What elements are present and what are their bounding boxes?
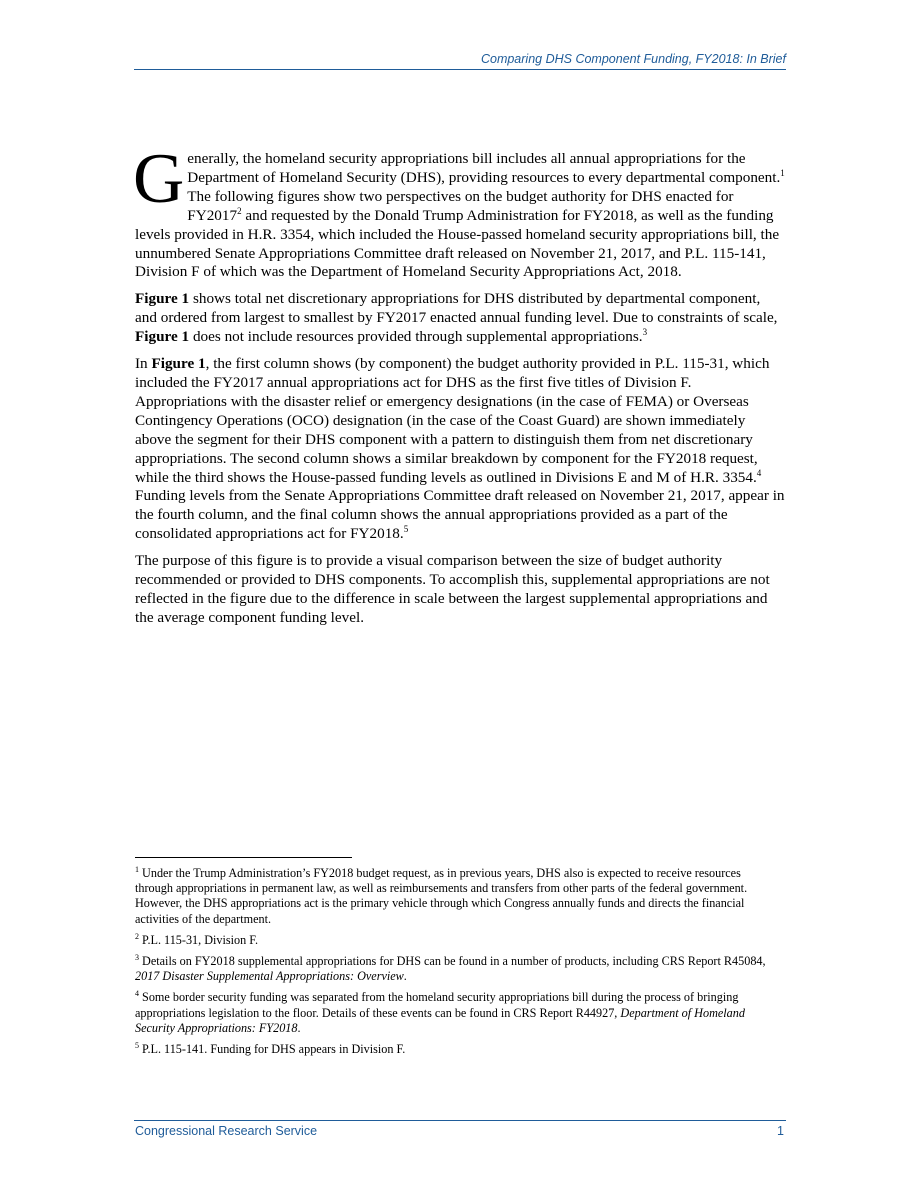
drop-cap: G — [133, 140, 185, 218]
footnote-number: 3 — [135, 952, 139, 962]
footnote-text: Under the Trump Administration’s FY2018 budget request, as in previous years, DHS also is expected to receive resources through appropriations in permanent law, as well as reimbursements and transfers from other parts of the federal government. However, the DHS appropriations act is the primary vehicle through which Congress annually funds and directs the financial activities of the department. — [135, 866, 748, 926]
intro-text-1: enerally, the homeland security appropriations bill includes all annual appropriations for the Department of Homeland Security (DHS), providing resources to every departmental component. — [187, 150, 781, 186]
footnote-4 — [135, 990, 775, 1036]
intro-text-3: and requested by the Donald Trump Administration for FY2018, as well as the funding levels provided in H.R. 3354, which included the House-passed homeland security appropriations bill, the unnumbered Senate Appropriations Committee draft released on November 21, 2017, and P.L. 115-141, Division F of which was the Department of Homeland Security Appropriations Act, 2018. — [135, 206, 780, 281]
running-header: Comparing DHS Component Funding, FY2018: In Brief — [480, 52, 786, 66]
footnote-5 — [135, 1042, 775, 1057]
paragraph-text: does not include resources provided through supplemental appropriations. — [189, 328, 643, 346]
footnote-ref-1[interactable]: 1 — [780, 167, 785, 178]
report-title: 2017 Disaster Supplemental Appropriations: Overview — [135, 969, 404, 984]
footnote-ref-5[interactable]: 5 — [403, 524, 409, 535]
figure-ref: Figure 1 — [151, 355, 206, 373]
page-number: 1 — [777, 1124, 784, 1138]
figure-ref: Figure 1 — [135, 328, 190, 346]
footnote-number: 5 — [135, 1040, 139, 1050]
paragraph-figure-overview — [135, 290, 785, 347]
report-title: Department of Homeland Security Appropriations: FY2018 — [135, 1005, 745, 1035]
footnote-tail: . — [403, 969, 407, 984]
footnote-number: 2 — [135, 931, 139, 941]
footnote-number: 1 — [135, 864, 139, 874]
body-text — [133, 140, 785, 636]
paragraph-text: shows total net discretionary appropriations for DHS distributed by departmental component, and ordered from largest to smallest by FY2017 enacted annual funding level. Due to constraints of scale, — [135, 290, 778, 327]
paragraph-text: Funding levels from the Senate Appropriations Committee draft released on November 21, 2017, appear in the fourth column, and the final column shows the annual appropriations provided as a part of the consolidated appropriations act for FY2018. — [135, 487, 785, 543]
paragraph-figure-columns — [135, 355, 785, 544]
intro-text-2: The following figures show two perspectives on the budget authority for DHS enacted for FY2017 — [187, 187, 734, 224]
footer-rule — [134, 1120, 786, 1121]
paragraph-text: In — [135, 355, 152, 373]
figure-ref: Figure 1 — [135, 290, 190, 308]
footnote-number: 4 — [135, 989, 139, 999]
footnote-1 — [135, 866, 775, 927]
footnote-3 — [135, 954, 775, 984]
footnote-text: Details on FY2018 supplemental appropriations for DHS can be found in a number of products, including CRS Report R45084, — [139, 954, 766, 969]
footer-organization: Congressional Research Service — [135, 1124, 318, 1138]
footnote-text: Some border security funding was separated from the homeland security appropriations bill during the process of bringing appropriations legislation to the floor. Details of these events can be found in CRS Report R44927, — [135, 990, 739, 1020]
footnote-rule — [135, 857, 352, 858]
footnote-tail: . — [297, 1020, 301, 1035]
paragraph-purpose: The purpose of this figure is to provide a visual comparison between the size of budget authority recommended or provided to DHS components. To accomplish this, supplemental appropriations are not reflected in the figure due to the difference in scale between the largest supplemental appropriations and the average component funding level. — [135, 552, 770, 626]
footnote-text: P.L. 115-31, Division F. — [139, 932, 259, 947]
footnote-text: P.L. 115-141. Funding for DHS appears in Division F. — [139, 1042, 406, 1057]
header-rule — [134, 69, 786, 70]
footnote-ref-4[interactable]: 4 — [756, 467, 762, 478]
intro-paragraph — [133, 140, 785, 282]
footnotes — [135, 866, 775, 1063]
footnote-2 — [135, 933, 775, 948]
paragraph-text: , the first column shows (by component) the budget authority provided in P.L. 115-31, which included the FY2017 annual appropriations act for DHS as the first five titles of Division F. Appropriations with the disaster relief or emergency designations (in the case of FEMA) or Overseas Contingency Operations (OCO) designation (in the case of the Coast Guard) are shown immediately above the segment for their DHS component with a pattern to distinguish them from net discretionary appropriations. The second column shows a similar breakdown by component for the FY2018 request, while the third shows the House-passed funding levels as outlined in Divisions E and M of H.R. 3354. — [135, 355, 770, 486]
footnote-ref-3[interactable]: 3 — [642, 327, 648, 338]
footnote-ref-2[interactable]: 2 — [237, 205, 242, 216]
